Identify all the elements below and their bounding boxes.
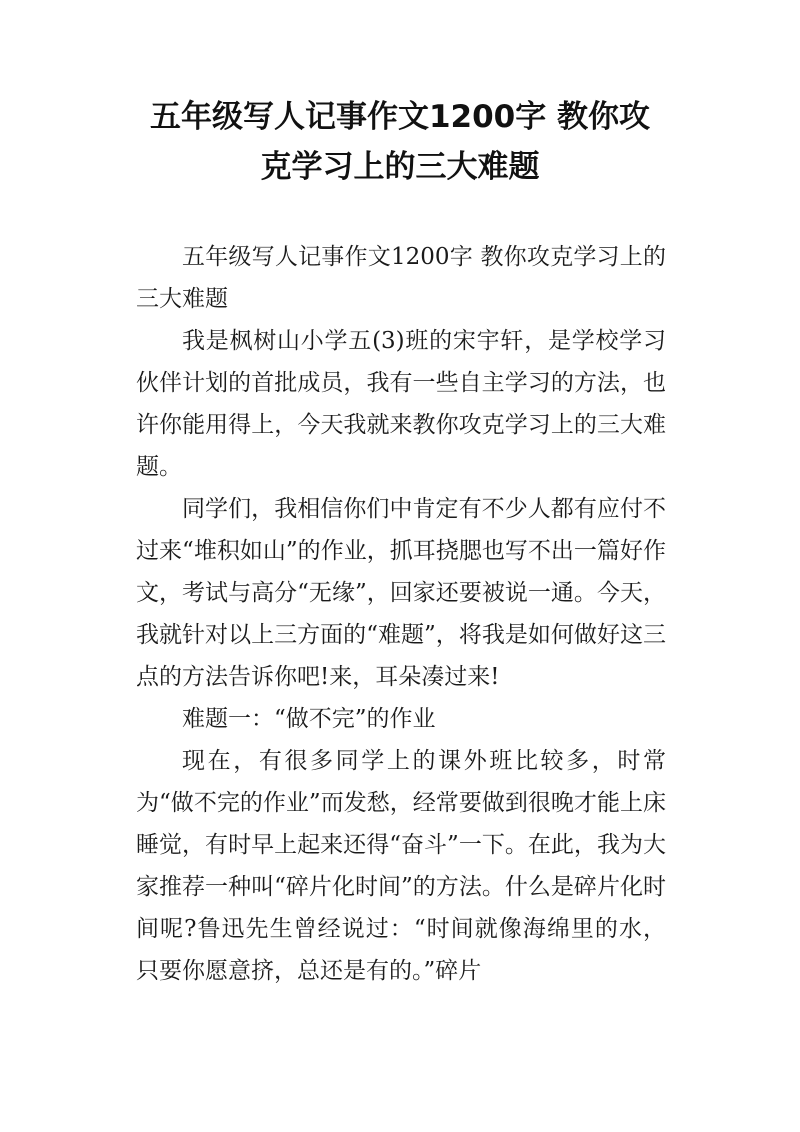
- title-line-1: 五年级写人记事作文1200字 教你攻: [149, 99, 651, 135]
- document-title: [100, 92, 700, 192]
- section-heading-problem-one: 难题一：“做不完”的作业: [182, 706, 436, 732]
- paragraph-fragmented-time: 现在，有很多同学上的课外班比较多，时常为“做不完的作业”而发愁，经常要做到很晚才能上床睡觉，有时早上起来还得“奋斗”一下。在此，我为大家推荐一种叫“碎片化时间”的方法。什么是碎片化时间呢?鲁迅先生曾经说过：“时间就像海绵里的水，只要你愿意挤，总还是有的。”碎片: [136, 748, 666, 984]
- paragraph-three-problems: 同学们，我相信你们中肯定有不少人都有应付不过来“堆积如山”的作业，抓耳挠腮也写不出一篇好作文，考试与高分“无缘”，回家还要被说一通。今天，我就针对以上三方面的“难题”，将我是如何做好这三点的方法告诉你吧!来，耳朵凑过来!: [136, 496, 666, 690]
- paragraph-intro-title: 五年级写人记事作文1200字 教你攻克学习上的三大难题: [136, 244, 666, 312]
- title-line-2: 克学习上的三大难题: [260, 149, 540, 185]
- paragraph-self-introduction: 我是枫树山小学五(3)班的宋宇轩，是学校学习伙伴计划的首批成员，我有一些自主学习的方法，也许你能用得上，今天我就来教你攻克学习上的三大难题。: [136, 328, 666, 480]
- document-body: [136, 236, 666, 992]
